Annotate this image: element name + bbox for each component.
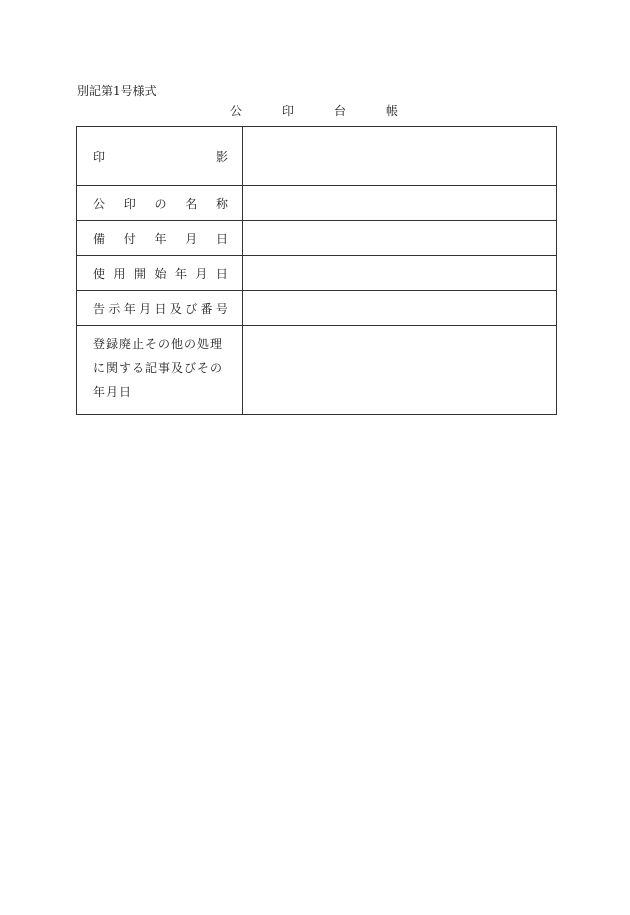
title-char: 帳 (385, 104, 398, 118)
label-char: 始 (154, 266, 167, 281)
label-char: 付 (123, 231, 136, 246)
label-notice-date-number (77, 291, 243, 326)
value-abolition-records[interactable] (243, 326, 557, 415)
label-char: 月 (139, 301, 152, 316)
label-char: 使 (93, 266, 106, 281)
label-char: 日 (215, 266, 228, 281)
label-char: 用 (113, 266, 126, 281)
label-char: び (185, 301, 198, 316)
label-char: 年 (154, 231, 167, 246)
value-provision-date[interactable] (243, 221, 557, 256)
label-char: 称 (215, 196, 228, 211)
label-use-start-date (77, 256, 243, 291)
value-seal-name[interactable] (243, 186, 557, 221)
value-seal-impression[interactable] (243, 127, 557, 186)
form-number: 別記第1号様式 (77, 84, 157, 98)
value-use-start-date[interactable] (243, 256, 557, 291)
table-row-seal-impression (77, 127, 557, 186)
label-line: に関する記事及びその (93, 361, 224, 375)
table-row-abolition-records (77, 326, 557, 415)
label-char: 名 (185, 196, 198, 211)
label-char: 年 (174, 266, 187, 281)
table-row-notice-date-number (77, 291, 557, 326)
label-abolition-records (77, 326, 243, 415)
label-char: 告 (93, 301, 106, 316)
table-row-seal-name (77, 186, 557, 221)
label-char: 公 (93, 196, 106, 211)
label-char: 示 (108, 301, 121, 316)
label-line: 年月日 (93, 385, 133, 399)
label-char: 月 (185, 231, 198, 246)
title-char: 印 (281, 104, 294, 118)
label-char: 備 (93, 231, 106, 246)
document-title (230, 104, 398, 118)
label-char: 影 (215, 149, 228, 164)
label-char: 号 (215, 301, 228, 316)
label-char: 日 (215, 231, 228, 246)
value-notice-date-number[interactable] (243, 291, 557, 326)
label-char: 年 (123, 301, 136, 316)
label-char: 印 (123, 196, 136, 211)
label-provision-date (77, 221, 243, 256)
seal-ledger-table (76, 126, 557, 415)
label-seal-impression (77, 127, 243, 186)
label-char: 月 (195, 266, 208, 281)
title-char: 台 (333, 104, 346, 118)
label-char: 日 (154, 301, 167, 316)
label-seal-name (77, 186, 243, 221)
table-row-provision-date (77, 221, 557, 256)
label-char: 及 (169, 301, 182, 316)
label-char: 番 (200, 301, 213, 316)
table-row-use-start-date (77, 256, 557, 291)
title-char: 公 (230, 104, 243, 118)
label-char: 印 (93, 149, 106, 164)
label-char: の (154, 196, 167, 211)
label-char: 開 (133, 266, 146, 281)
label-line: 登録廃止その他の処理 (93, 337, 224, 351)
